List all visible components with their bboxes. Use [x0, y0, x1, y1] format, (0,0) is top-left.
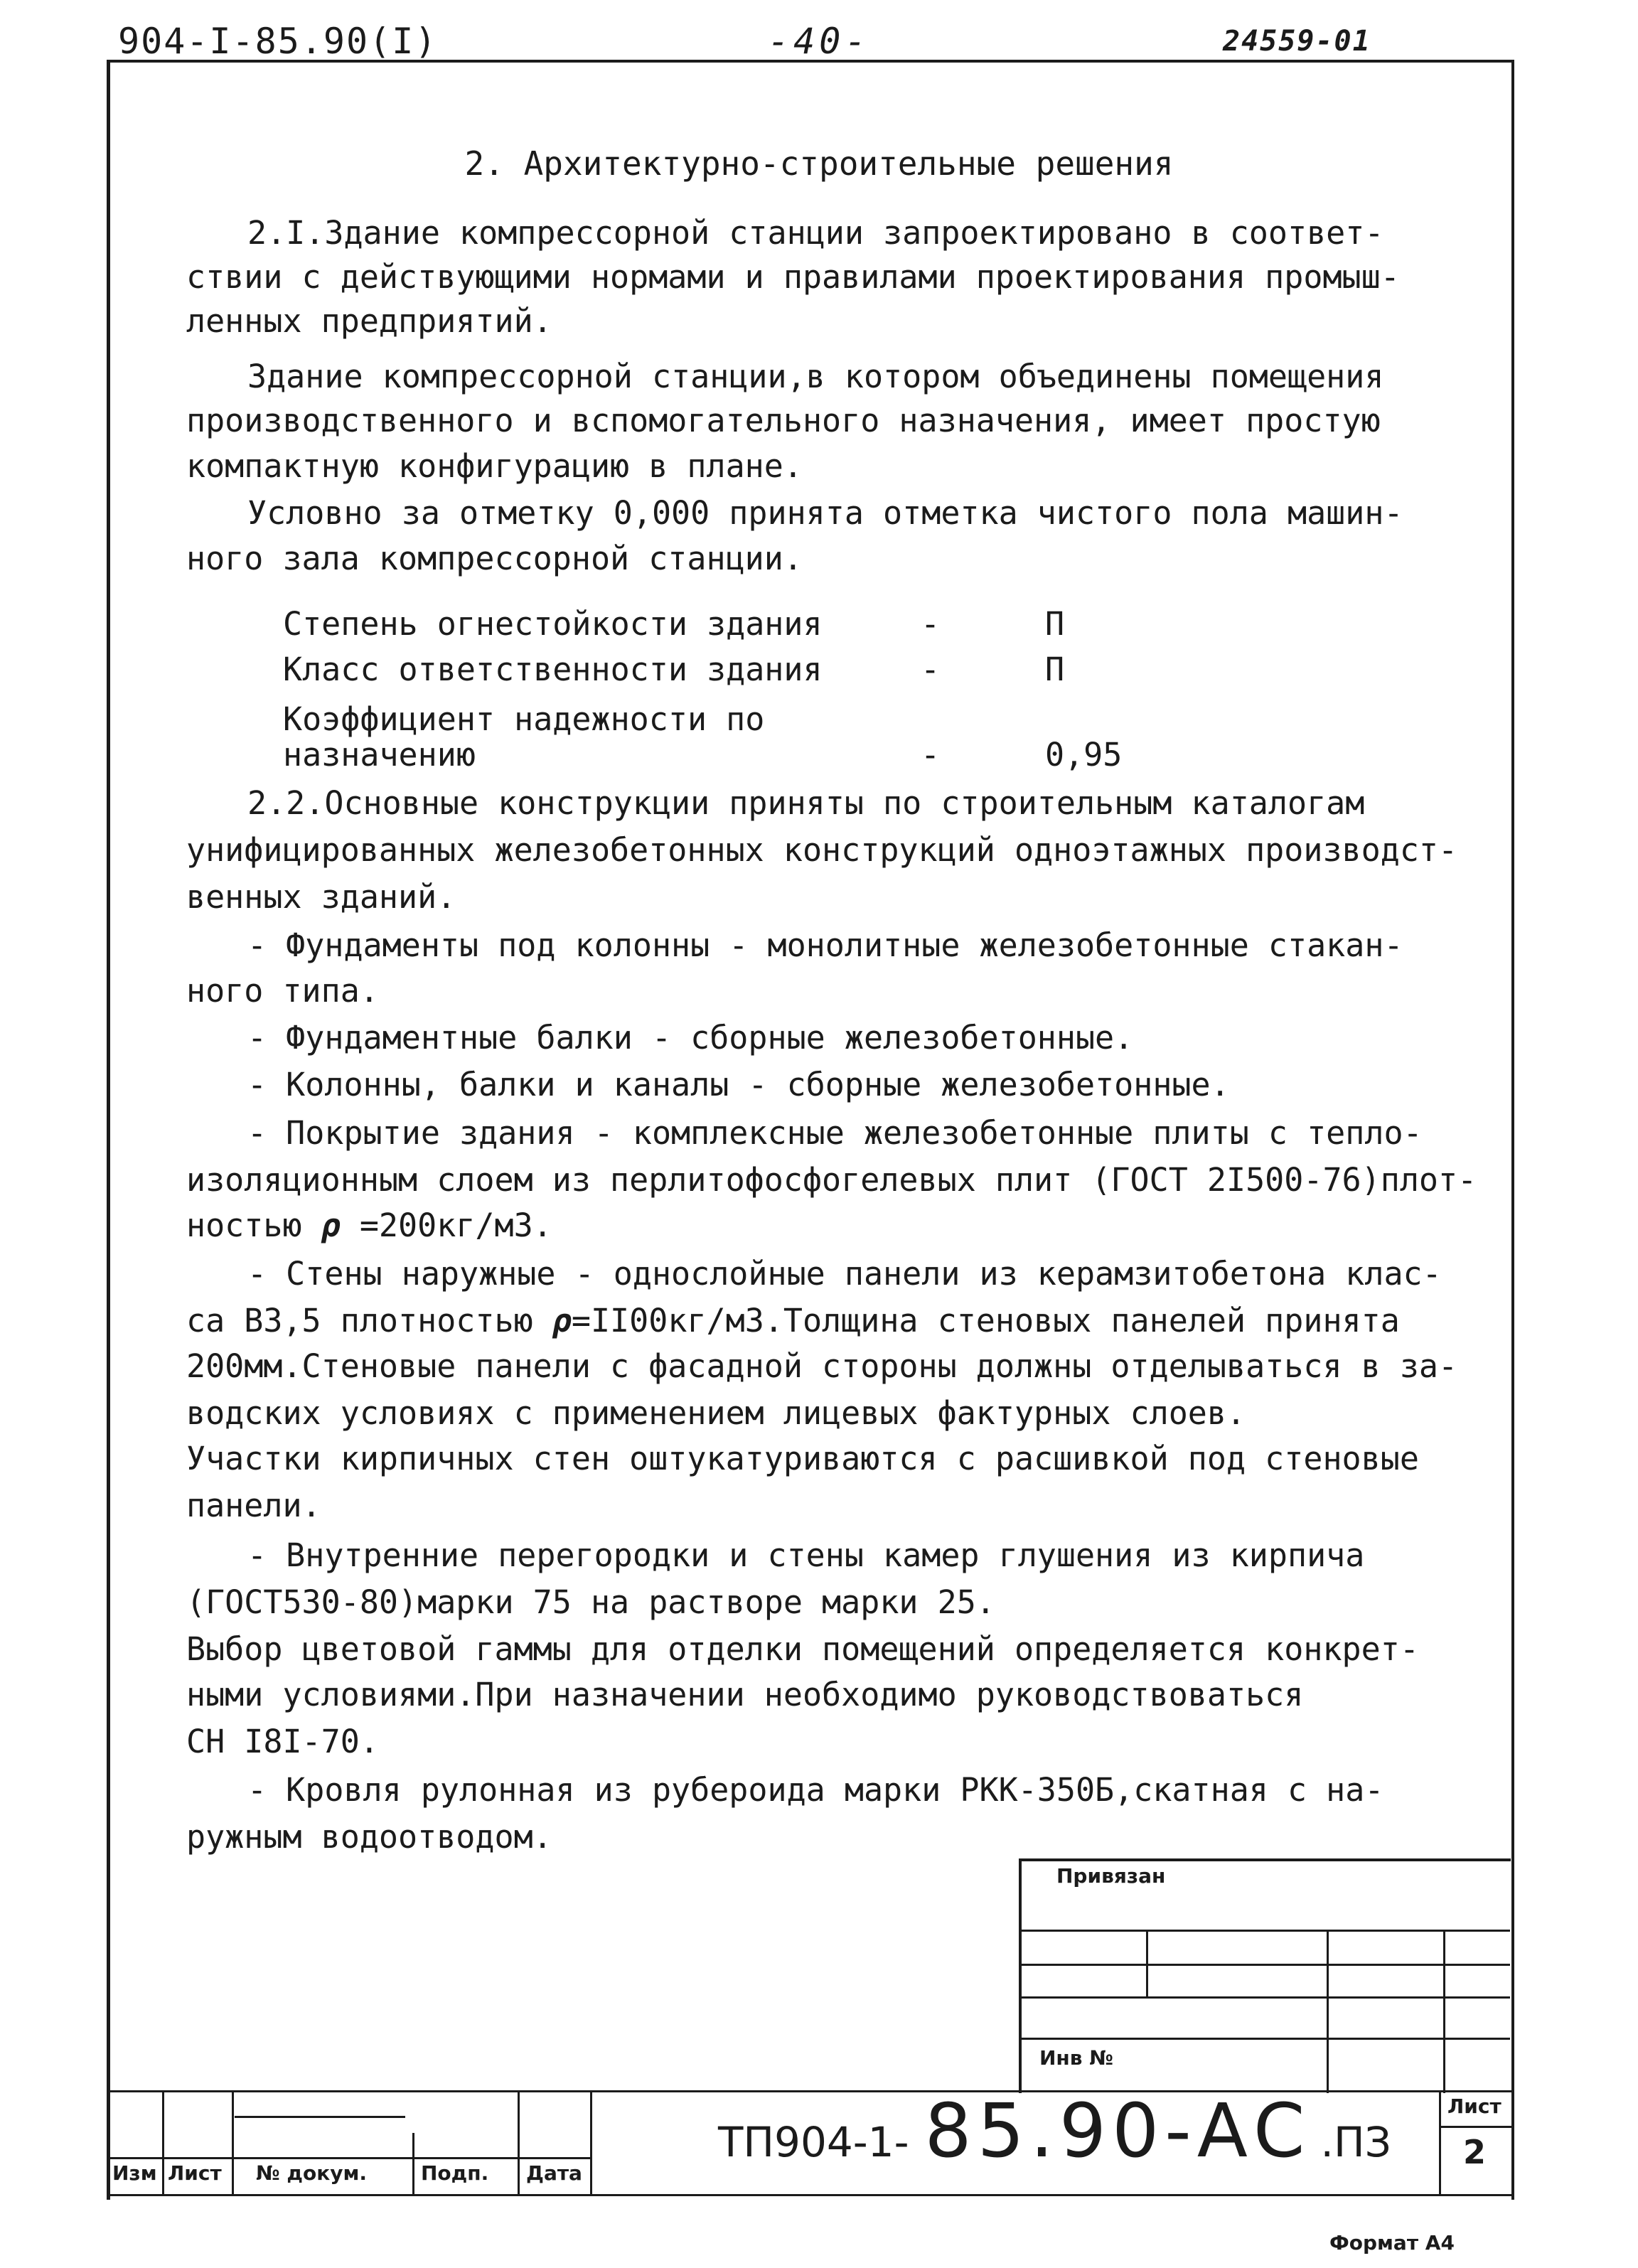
- text-run: са В3,5 плотностью: [186, 1302, 552, 1339]
- property-value: 0,95: [1045, 736, 1123, 774]
- paragraph-line: СН I8I-70.: [186, 1723, 379, 1760]
- property-dash: -: [921, 651, 941, 688]
- stamp-rule: [1021, 1996, 1510, 1999]
- col-date-label: Дата: [526, 2161, 582, 2185]
- paragraph-line: - Внутренние перегородки и стены камер глушения из кирпича: [247, 1536, 1365, 1574]
- stamp-rule: [1021, 1964, 1510, 1966]
- code-suffix: .ПЗ: [1320, 2118, 1391, 2166]
- paragraph-line: [186, 1203, 552, 1248]
- paragraph-line: Выбор цветовой гаммы для отделки помещений определяется конкрет-: [186, 1630, 1419, 1668]
- paragraph-line: ного зала компрессорной станции.: [186, 540, 803, 577]
- paragraph-line: - Кровля рулонная из рубероида марки РКК-350Б,скатная с на-: [247, 1771, 1384, 1809]
- paragraph-line: ствии с действующими нормами и правилами проектирования промыш-: [186, 258, 1400, 296]
- paragraph-line: - Фундаменты под колонны - монолитные железобетонные стакан-: [247, 926, 1403, 964]
- code-main: 85.90-АС: [924, 2087, 1311, 2174]
- paragraph-line: водских условиях с применением лицевых фактурных слоев.: [186, 1394, 1246, 1432]
- col-sheet-label: Лист: [168, 2161, 222, 2185]
- linked-label: Привязан: [1056, 1864, 1166, 1888]
- property-dash: -: [921, 605, 941, 643]
- title-block-rule: [232, 2090, 234, 2194]
- document-code: [718, 2087, 1391, 2174]
- paragraph-line: изоляционным слоем из перлитофосфогелевых плит (ГОСТ 2I500-76)плот-: [186, 1161, 1477, 1199]
- text-run: ностью: [186, 1207, 321, 1244]
- paragraph-line: ружным водоотводом.: [186, 1818, 552, 1856]
- paragraph-line: - Фундаментные балки - сборные железобетонные.: [247, 1019, 1134, 1057]
- property-value: П: [1045, 651, 1065, 688]
- title-block-rule: [590, 2090, 592, 2194]
- format-label: Формат А4: [1329, 2231, 1455, 2254]
- property-name: Степень огнестойкости здания: [283, 605, 823, 643]
- property-name: Класс ответственности здания: [283, 651, 823, 688]
- paragraph-line: 200мм.Стеновые панели с фасадной стороны должны отделываться в за-: [186, 1347, 1458, 1385]
- paragraph-line: Здание компрессорной станции,в котором объединены помещения: [247, 358, 1384, 395]
- paragraph-line: производственного и вспомогательного назначения, имеет простую: [186, 402, 1381, 439]
- title-block-rule: [1439, 2090, 1441, 2194]
- stamp-rule: [1443, 1930, 1445, 2093]
- paragraph-line: ного типа.: [186, 972, 379, 1010]
- title-block-rule: [1439, 2126, 1513, 2128]
- paragraph-line: [186, 1298, 1400, 1344]
- paragraph-line: - Покрытие здания - комплексные железобетонные плиты с тепло-: [247, 1114, 1423, 1152]
- text-run: =200кг/м3.: [340, 1207, 552, 1244]
- stamp-rule: [1327, 1930, 1329, 2093]
- title-block-rule: [107, 2194, 1514, 2196]
- inventory-label: Инв №: [1039, 2046, 1113, 2070]
- code-prefix: ТП904-1-: [718, 2118, 909, 2166]
- text-run: =II00кг/м3.Толщина стеновых панелей принята: [571, 1302, 1400, 1339]
- document-number: 904-I-85.90(I): [118, 21, 438, 62]
- title-block-rule: [518, 2090, 520, 2194]
- col-sign-label: Подп.: [421, 2161, 489, 2185]
- sheet-label: Лист: [1447, 2095, 1502, 2118]
- paragraph-line: 2.I.Здание компрессорной станции запроектировано в соответ-: [247, 214, 1384, 252]
- page-marker: -40-: [768, 21, 871, 62]
- property-dash: -: [921, 736, 941, 774]
- paragraph-line: ленных предприятий.: [186, 302, 552, 340]
- col-change-label: Изм: [112, 2161, 157, 2185]
- title-block-rule: [235, 2116, 405, 2118]
- rho-symbol: ρ: [552, 1302, 572, 1339]
- paragraph-line: компактную конфигурацию в плане.: [186, 447, 803, 485]
- paragraph-line: венных зданий.: [186, 878, 456, 916]
- paragraph-line: - Колонны, балки и каналы - сборные железобетонные.: [247, 1066, 1230, 1103]
- paragraph-line: ными условиями.При назначении необходимо руководствоваться: [186, 1676, 1304, 1713]
- property-name: Коэффициент надежности по: [283, 700, 765, 738]
- paragraph-line: (ГОСТ530-80)марки 75 на растворе марки 25.: [186, 1583, 995, 1621]
- paragraph-line: - Стены наружные - однослойные панели из керамзитобетона клас-: [247, 1255, 1442, 1293]
- paragraph-line: панели.: [186, 1487, 321, 1524]
- title-block-rule: [412, 2133, 414, 2194]
- inventory-code: 24559-01: [1223, 25, 1371, 58]
- paragraph-line: Участки кирпичных стен оштукатуриваются с расшивкой под стеновые: [186, 1440, 1419, 1477]
- stamp-rule: [1021, 2038, 1510, 2040]
- sheet-number: 2: [1463, 2133, 1487, 2171]
- property-value: П: [1045, 605, 1065, 643]
- stamp-rule: [1146, 1930, 1148, 1998]
- title-block-rule: [162, 2090, 164, 2194]
- paragraph-line: 2.2.Основные конструкции приняты по строительным каталогам: [247, 784, 1365, 822]
- section-title: 2. Архитектурно-строительные решения: [464, 144, 1174, 183]
- property-name: назначению: [283, 736, 476, 774]
- stamp-rule: [1021, 1930, 1510, 1932]
- col-doc-label: № докум.: [256, 2161, 368, 2185]
- paragraph-line: Условно за отметку 0,000 принята отметка чистого пола машин-: [247, 494, 1403, 532]
- rho-symbol: ρ: [321, 1207, 341, 1244]
- paragraph-line: унифицированных железобетонных конструкций одноэтажных производст-: [186, 831, 1458, 869]
